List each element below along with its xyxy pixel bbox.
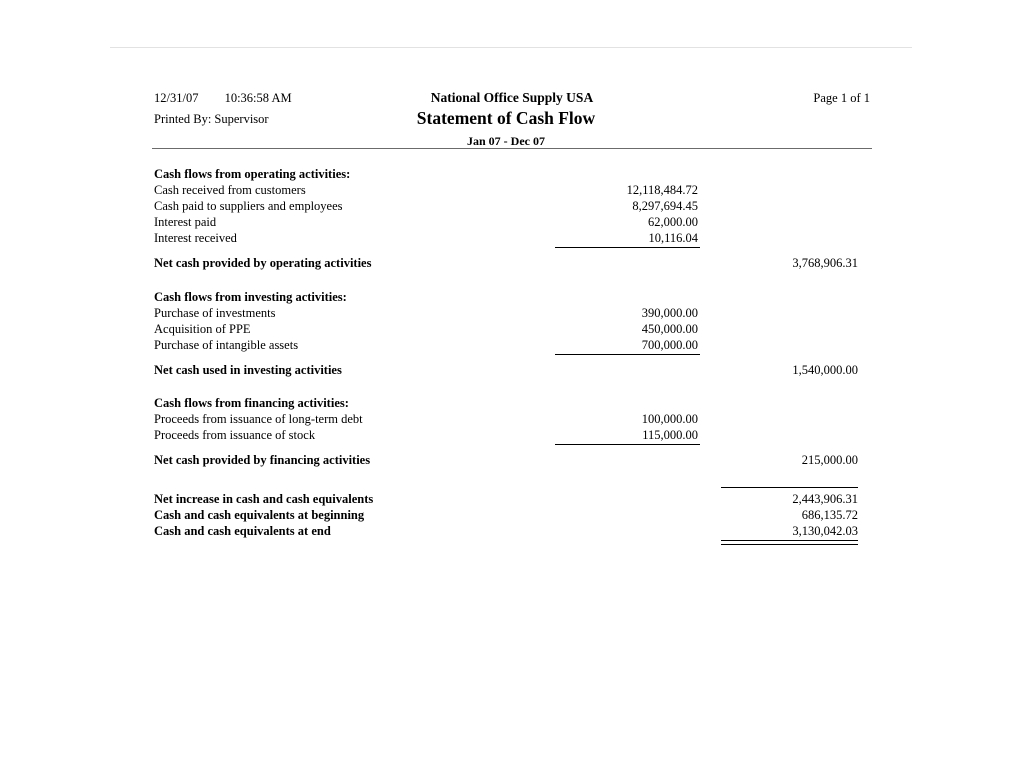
report-header-row-1 [154,90,870,106]
section-header-label: Cash flows from operating activities: [154,167,351,181]
subtotal-rule [555,444,700,445]
net-total-row [154,452,858,468]
table-row [154,305,858,321]
line-item-amount: 115,000.00 [642,428,698,442]
section-header-row [154,395,858,411]
line-item-label: Cash paid to suppliers and employees [154,199,343,213]
subtotal-rule [555,354,700,355]
section-header-row [154,166,858,182]
line-item-label: Purchase of intangible assets [154,338,299,352]
line-item-amount: 10,116.04 [648,231,698,245]
grand-total-rule-row [154,540,858,545]
summary-amount: 686,135.72 [801,508,858,522]
report-title: Statement of Cash Flow [416,108,596,128]
table-row [154,230,858,246]
line-item-label: Purchase of investments [154,306,276,320]
summary-top-rule [721,487,858,488]
line-item-amount: 100,000.00 [641,412,698,426]
line-item-amount: 62,000.00 [648,215,698,229]
net-total-row [154,255,858,271]
header-divider-rule [152,148,872,149]
table-row [154,214,858,230]
summary-label: Cash and cash equivalents at end [154,524,331,538]
line-item-amount: 450,000.00 [641,322,698,336]
net-total-row [154,362,858,378]
line-item-label: Proceeds from issuance of stock [154,428,316,442]
section-header-label: Cash flows from financing activities: [154,396,349,410]
line-item-label: Interest paid [154,215,217,229]
table-row [154,337,858,353]
table-row [154,182,858,198]
summary-row [154,523,858,539]
table-row [154,427,858,443]
summary-amount: 2,443,906.31 [792,492,858,506]
line-item-label: Acquisition of PPE [154,322,251,336]
line-item-amount: 390,000.00 [641,306,698,320]
section-summary [154,487,858,545]
line-item-amount: 12,118,484.72 [626,183,698,197]
summary-label: Cash and cash equivalents at beginning [154,508,365,522]
section-operating-activities [154,166,858,271]
net-total-amount: 3,768,906.31 [792,256,858,270]
section-financing-activities [154,395,858,468]
summary-label: Net increase in cash and cash equivalents [154,492,374,506]
net-total-label: Net cash used in investing activities [154,363,342,377]
printed-by-label: Printed By: Supervisor [154,112,269,126]
net-total-label: Net cash provided by financing activities [154,453,371,467]
print-time: 10:36:58 AM [224,91,292,105]
summary-amount: 3,130,042.03 [792,524,858,538]
line-item-label: Interest received [154,231,237,245]
line-item-amount: 700,000.00 [641,338,698,352]
subtotal-rule [555,247,700,248]
grand-total-double-rule [721,540,858,545]
summary-row [154,491,858,507]
net-total-label: Net cash provided by operating activities [154,256,372,270]
print-date: 12/31/07 [154,91,199,105]
page-number-label: Page 1 of 1 [813,91,870,105]
summary-row [154,507,858,523]
table-row [154,198,858,214]
line-item-label: Cash received from customers [154,183,306,197]
table-row [154,411,858,427]
line-item-label: Proceeds from issuance of long-term debt [154,412,363,426]
page-top-edge [110,47,912,48]
section-header-row [154,289,858,305]
net-total-amount: 1,540,000.00 [792,363,858,377]
company-name: National Office Supply USA [430,90,594,105]
line-item-amount: 8,297,694.45 [632,199,698,213]
section-investing-activities [154,289,858,378]
net-total-amount: 215,000.00 [801,453,858,467]
report-period: Jan 07 - Dec 07 [467,134,545,148]
section-header-label: Cash flows from investing activities: [154,290,347,304]
table-row [154,321,858,337]
